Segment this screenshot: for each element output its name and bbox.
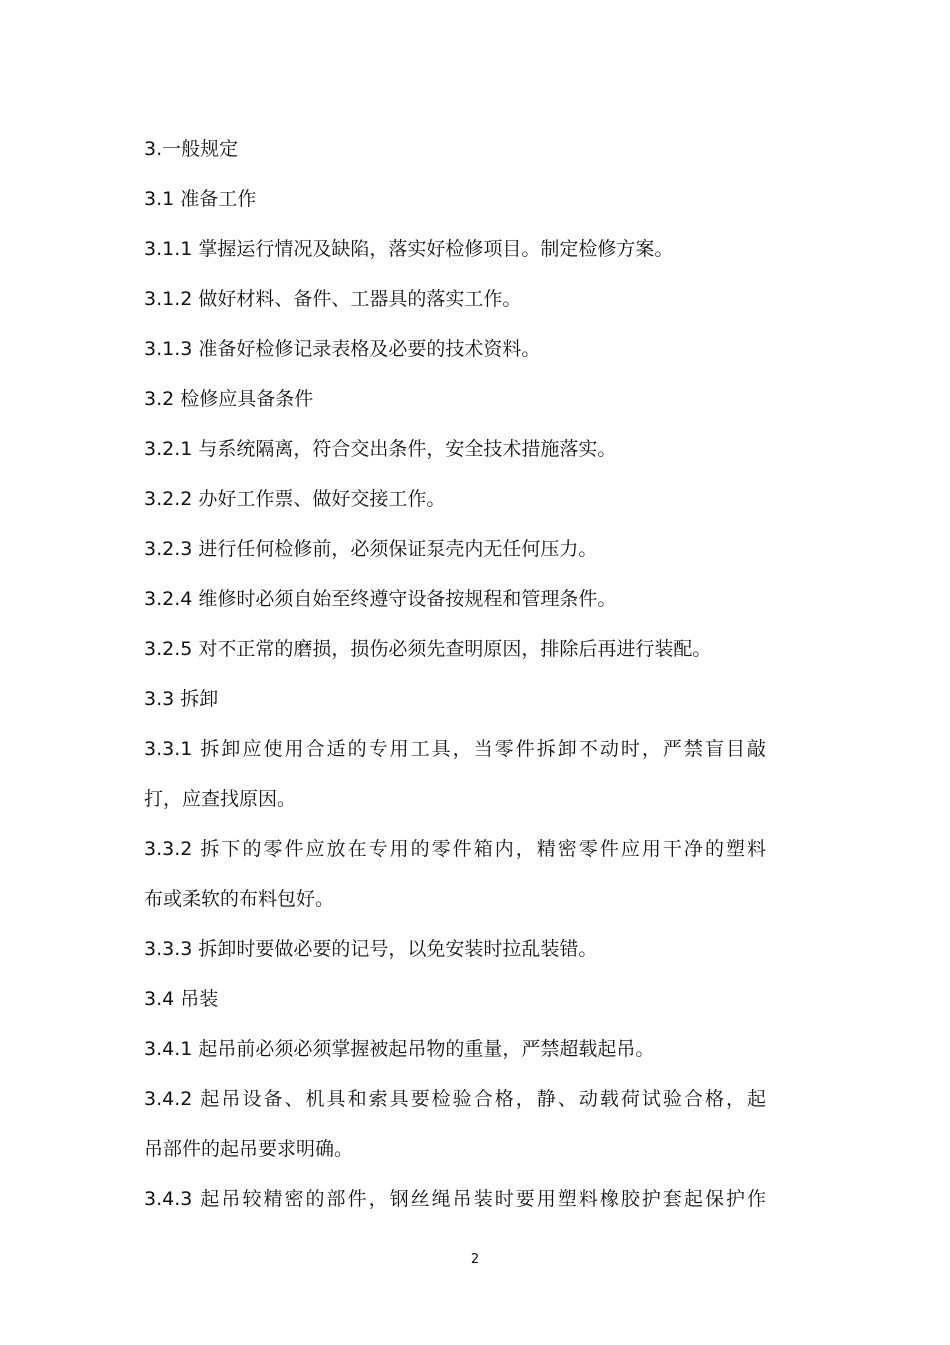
text-line: 3.2.1 与系统隔离，符合交出条件，安全技术措施落实。 bbox=[144, 438, 617, 460]
text-line: 3.4.1 起吊前必须必须掌握被起吊物的重量，严禁超载起吊。 bbox=[144, 1038, 655, 1060]
text-line: 3.2.5 对不正常的磨损，损伤必须先查明原因，排除后再进行装配。 bbox=[144, 638, 712, 660]
document-body bbox=[144, 124, 766, 1224]
text-line: 3.3.2 拆下的零件应放在专用的零件箱内，精密零件应用干净的塑料 bbox=[144, 838, 766, 860]
page-number: 2 bbox=[470, 1252, 480, 1267]
text-line: 3.2.2 办好工作票、做好交接工作。 bbox=[144, 488, 446, 510]
text-line: 打，应查找原因。 bbox=[144, 788, 297, 810]
text-line: 3.一般规定 bbox=[144, 138, 239, 160]
text-line: 3.1 准备工作 bbox=[144, 188, 257, 210]
text-line: 3.2.4 维修时必须自始至终遵守设备按规程和管理条件。 bbox=[144, 588, 617, 610]
text-line: 3.1.2 做好材料、备件、工器具的落实工作。 bbox=[144, 288, 522, 310]
text-line: 吊部件的起吊要求明确。 bbox=[144, 1138, 354, 1160]
text-line: 3.4 吊装 bbox=[144, 988, 219, 1010]
text-line: 3.2 检修应具备条件 bbox=[144, 388, 314, 410]
text-line: 布或柔软的布料包好。 bbox=[144, 888, 335, 910]
text-line: 3.4.2 起吊设备、机具和索具要检验合格，静、动载荷试验合格，起 bbox=[144, 1088, 766, 1110]
text-line: 3.2.3 进行任何检修前，必须保证泵壳内无任何压力。 bbox=[144, 538, 598, 560]
text-line: 3.4.3 起吊较精密的部件，钢丝绳吊装时要用塑料橡胶护套起保护作 bbox=[144, 1188, 766, 1210]
text-line: 3.3 拆卸 bbox=[144, 688, 219, 710]
text-line: 3.3.3 拆卸时要做必要的记号，以免安装时拉乱装错。 bbox=[144, 938, 598, 960]
text-line: 3.3.1 拆卸应使用合适的专用工具，当零件拆卸不动时，严禁盲目敲 bbox=[144, 738, 766, 760]
text-line: 3.1.3 准备好检修记录表格及必要的技术资料。 bbox=[144, 338, 541, 360]
text-line: 3.1.1 掌握运行情况及缺陷，落实好检修项目。制定检修方案。 bbox=[144, 238, 674, 260]
